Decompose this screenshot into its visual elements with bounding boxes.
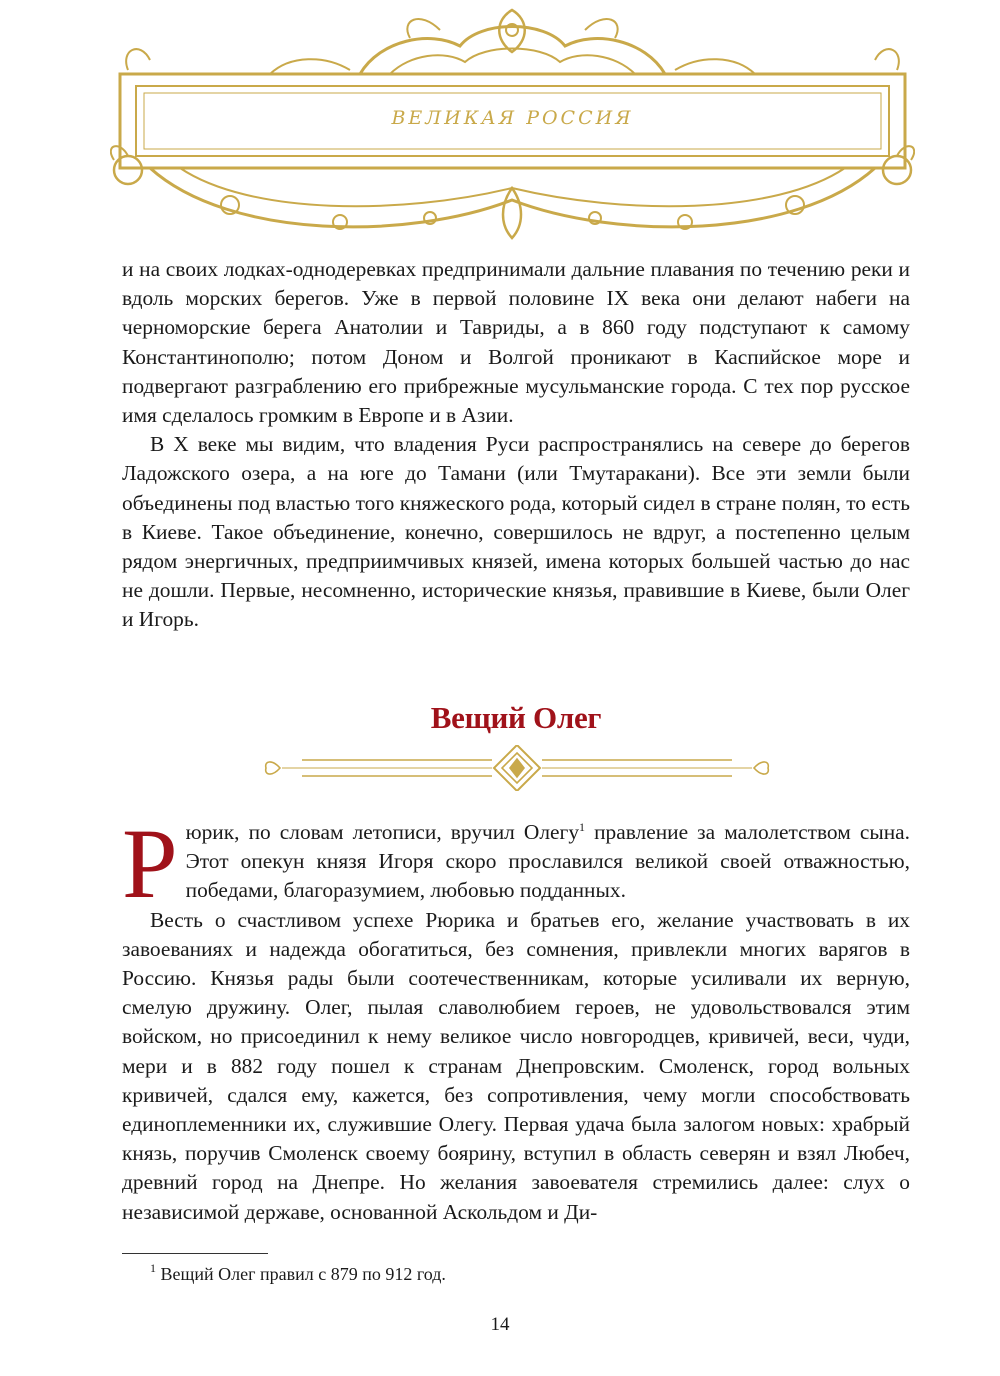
footnote-mark: 1 — [150, 1261, 156, 1275]
paragraph: В X веке мы видим, что владения Руси распространялись на севере до берегов Ладожского озера, а на юге до Тамани (или Тмутаракани). Все эти земли были объединены под властью того княжеского рода, который сидел в стране полян, то есть в Киеве. Такое объединение, конечно, совершилось не вдруг, а постепенно целым рядом энергичных, предприимчивых князей, имена которых большей частью до нас не дошли. Первые, несомненно, исторические князья, правившие в Киеве, были Олег и Игорь. — [122, 432, 910, 632]
header-title: ВЕЛИКАЯ РОССИЯ — [391, 107, 634, 129]
footnote — [150, 1262, 850, 1286]
paragraph: Весть о счастливом успехе Рюрика и братьев его, желание участвовать в их завоеваниях и надежда обогатиться, без сомнения, привлекли многих варягов в Россию. Князья рады были соотечественникам, которые усиливали их верную, смелую дружину. Олег, пылая славолюбием героев, не удовольствовался этим войском, но присоединил к нему великое число новгородцев, кривичей, веси, чуди, мери и в 882 году пошел к странам Днепровским. Смоленск, город вольных кривичей, сдался ему, кажется, без сопротивления, чему могли способствовать единоплеменники их, служившие Олегу. Первая удача была залогом новых: храбрый князь, поручив Смоленск своему боярину, вступил в область северян и взял Любеч, древний город на Днепре. Но желания завоевателя стремились далее: слух о независимой державе, основанной Аскольдом и Ди- — [122, 907, 910, 1224]
paragraph-text: правление за малолетством сына. Этот опекун князя Игоря скоро прославился великой своей отважностью, победами, благоразумием, любовью подданных. — [185, 820, 910, 903]
ornamental-divider — [262, 745, 772, 791]
footnote-text: Вещий Олег правил с 879 по 912 год. — [156, 1264, 446, 1284]
paragraph-text: юрик, по словам летописи, вручил Олегу — [185, 820, 580, 844]
page-number: 14 — [490, 1314, 510, 1335]
footnote-ref[interactable]: 1 — [579, 820, 586, 834]
footnote-rule — [122, 1253, 268, 1254]
section-title: Вещий Олег — [430, 700, 602, 735]
drop-cap: Р — [122, 808, 178, 919]
paragraph: и на своих лодках-однодеревках предпринимали дальние плавания по течению реки и вдоль морских берегов. Уже в первой половине IX века они делают набеги на черноморские берега Анатолии и Тавриды, а в 860 году подступают к самому Константинополю; потом Доном и Волгой проникают в Каспийское море и подвергают разграблению его прибрежные мусульманские города. С тех пор русское имя сделалось громким в Европе и в Азии. — [122, 257, 910, 428]
text-block-continued — [122, 255, 910, 635]
paragraph-first — [122, 808, 910, 919]
text-block-section — [122, 808, 910, 1227]
